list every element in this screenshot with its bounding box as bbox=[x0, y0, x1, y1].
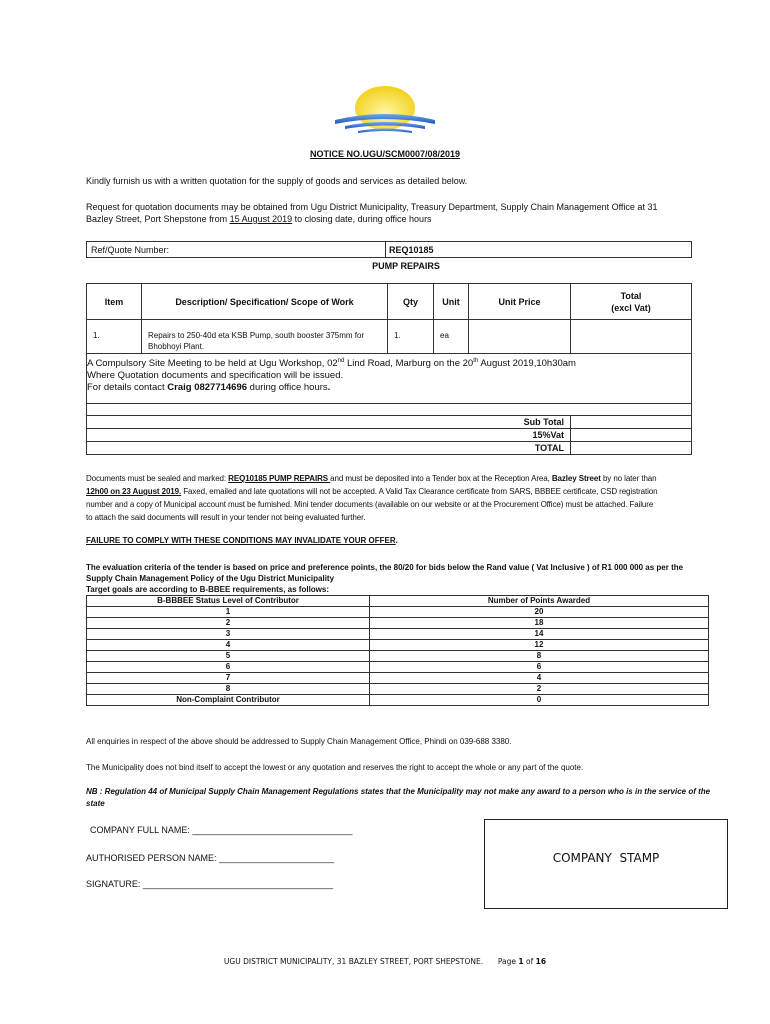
bbbee-level: 2 bbox=[87, 618, 370, 629]
failure-warning: FAILURE TO COMPLY WITH THESE CONDITIONS MAY INVALIDATE YOUR OFFER. bbox=[86, 536, 398, 545]
bbbee-points: 8 bbox=[370, 651, 709, 662]
footer-page-number: Page 1 of 16 bbox=[497, 957, 547, 966]
request-date: 15 August 2019 bbox=[229, 214, 293, 224]
bbbee-points: 14 bbox=[370, 629, 709, 640]
bbbee-level: 1 bbox=[87, 607, 370, 618]
bbbee-level: 4 bbox=[87, 640, 370, 651]
bbbee-table bbox=[86, 595, 709, 706]
subtotal-value bbox=[571, 416, 692, 429]
bbbee-level: 7 bbox=[87, 673, 370, 684]
row-unit: ea bbox=[434, 320, 469, 354]
municipality-logo bbox=[330, 78, 440, 140]
ref-value: REQ10185 bbox=[386, 242, 692, 258]
bbbee-points: 18 bbox=[370, 618, 709, 629]
request-line-2: Bazley Street, Port Shepstone from 15 August 2019 to closing date, during office hours bbox=[86, 214, 432, 224]
spacer-row bbox=[87, 404, 692, 416]
row-total bbox=[571, 320, 692, 354]
total-value bbox=[571, 442, 692, 455]
bbbee-level: 5 bbox=[87, 651, 370, 662]
ref-table bbox=[86, 241, 692, 258]
request-line-1: Request for quotation documents may be obtained from Ugu District Municipality, Treasury Department, Supply Chain Management Office at 31 bbox=[86, 202, 658, 212]
site-meeting-note: A Compulsory Site Meeting to be held at Ugu Workshop, 02nd Lind Road, Marburg on the 20th August 2019,10h30am Where Quotation documents and specification will be issued. For details contact Craig 0827714696 during office hours. bbox=[87, 354, 692, 404]
footer-address: UGU DISTRICT MUNICIPALITY, 31 BAZLEY STREET, PORT SHEPSTONE. bbox=[223, 957, 484, 966]
nb-regulation: NB : Regulation 44 of Municipal Supply Chain Management Regulations states that the Municipality may not make any award to a person who is in the service of the state bbox=[86, 787, 711, 808]
contact-person: Craig 0827714696 bbox=[167, 382, 248, 394]
company-name-field[interactable]: COMPANY FULL NAME: ________________________________ bbox=[90, 825, 353, 835]
total-label: TOTAL bbox=[87, 442, 571, 455]
request-paragraph bbox=[86, 201, 726, 225]
municipality-disclaimer: The Municipality does not bind itself to accept the lowest or any quotation and reserves the right to accept the whole or any part of the quote. bbox=[86, 763, 584, 772]
vat-value bbox=[571, 429, 692, 442]
bbbee-points: 2 bbox=[370, 684, 709, 695]
bbbee-points: 6 bbox=[370, 662, 709, 673]
row-qty: 1. bbox=[388, 320, 434, 354]
signature-field[interactable]: SIGNATURE: ______________________________________ bbox=[86, 879, 334, 889]
items-table bbox=[86, 283, 692, 455]
enquiries-text: All enquiries in respect of the above should be addressed to Supply Chain Management Office, Phindi on 039-688 3380. bbox=[86, 737, 512, 746]
intro-text: Kindly furnish us with a written quotation for the supply of goods and services as detailed below. bbox=[86, 176, 468, 186]
col-unit-price: Unit Price bbox=[469, 284, 571, 320]
row-unit-price bbox=[469, 320, 571, 354]
documents-ref: REQ10185 PUMP REPAIRS bbox=[228, 474, 331, 483]
bbbee-level: 8 bbox=[87, 684, 370, 695]
bbbee-header-level: B-BBBEE Status Level of Contributor bbox=[87, 596, 370, 607]
page-footer bbox=[0, 957, 770, 966]
bbbee-level: 6 bbox=[87, 662, 370, 673]
bbbee-points: 4 bbox=[370, 673, 709, 684]
bbbee-points: 20 bbox=[370, 607, 709, 618]
bbbee-points: 12 bbox=[370, 640, 709, 651]
bbbee-level: Non-Complaint Contributor bbox=[87, 695, 370, 706]
bbbee-points: 0 bbox=[370, 695, 709, 706]
col-description: Description/ Specification/ Scope of Work bbox=[142, 284, 388, 320]
authorised-person-field[interactable]: AUTHORISED PERSON NAME: _______________________ bbox=[86, 853, 335, 863]
col-total: Total (excl Vat) bbox=[571, 284, 692, 320]
documents-paragraph: Documents must be sealed and marked: REQ10185 PUMP REPAIRS and must be deposited into a Tender box at the Reception Area, Bazley Street by no later than 12h00 on 23 August 2019. Faxed, emailed and late quotations will not be accepted. A Valid Tax Clearance certificate from SARS, BBBEE certificate, CSD registration number and a copy of Municipal account must be furnished. Mini tender documents (available on our website or at the Procurement Office) must be attached. Failure to attach the said documents will result in your tender not being evaluated further. bbox=[86, 474, 658, 522]
bbbee-level: 3 bbox=[87, 629, 370, 640]
company-stamp-box bbox=[484, 819, 728, 909]
col-item: Item bbox=[87, 284, 142, 320]
company-stamp-label: COMPANY STAMP bbox=[552, 851, 660, 865]
closing-time: 12h00 on 23 August 2019. bbox=[86, 487, 182, 496]
bbbee-header-points: Number of Points Awarded bbox=[370, 596, 709, 607]
row-description: Repairs to 250-40d eta KSB Pump, south booster 375mm for Bhobhoyi Plant. bbox=[142, 320, 388, 354]
col-qty: Qty bbox=[388, 284, 434, 320]
col-unit: Unit bbox=[434, 284, 469, 320]
vat-label: 15%Vat bbox=[87, 429, 571, 442]
ref-label: Ref/Quote Number: bbox=[87, 242, 386, 258]
subtotal-label: Sub Total bbox=[87, 416, 571, 429]
notice-title: NOTICE NO.UGU/SCM0007/08/2019 bbox=[309, 149, 461, 159]
subject-title: PUMP REPAIRS bbox=[372, 261, 440, 271]
evaluation-paragraph: The evaluation criteria of the tender is based on price and preference points, the 80/20 for bids below the Rand value ( Vat Inclusive ) of R1 000 000 as per the Supply Chain Management Policy of the Ugu District Municipality Target goals are according to B-BBEE requirements, as follows: bbox=[86, 563, 684, 594]
row-item: 1. bbox=[87, 320, 142, 354]
